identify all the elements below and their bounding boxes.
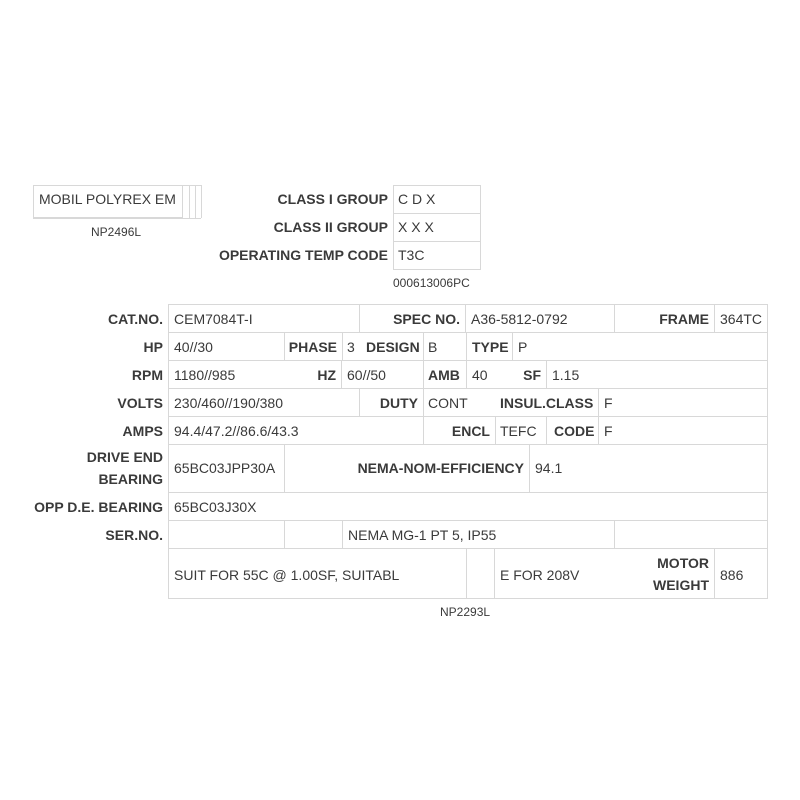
col-divider: [423, 360, 424, 388]
col-divider: [466, 360, 467, 388]
temp-code-value: T3C: [398, 247, 425, 263]
col-divider: [342, 332, 343, 360]
phase-label: PHASE: [288, 339, 337, 355]
class1-label: CLASS I GROUP: [277, 191, 388, 207]
spec-no-label: SPEC NO.: [393, 311, 460, 327]
row-divider: [168, 444, 768, 445]
drive-end-bearing-value: 65BC03JPP30A: [174, 460, 276, 476]
hp-value: 40//30: [174, 339, 213, 355]
rpm-value: 1180//985: [174, 367, 236, 383]
hz-label: HZ: [317, 367, 336, 383]
lubricant-value: MOBIL POLYREX EM: [39, 191, 176, 207]
cat-no-label: CAT.NO.: [108, 311, 163, 327]
design-label: DESIGN: [366, 339, 420, 355]
plate-divider: [183, 185, 201, 186]
nameplate-part-number: NP2293L: [440, 605, 491, 619]
type-label: TYPE: [472, 339, 509, 355]
plate-divider: [393, 241, 481, 242]
volts-value: 230/460//190/380: [174, 395, 283, 411]
col-divider: [494, 548, 495, 599]
col-divider: [423, 388, 424, 416]
plate-divider: [189, 185, 190, 218]
col-divider: [714, 304, 715, 332]
col-divider: [529, 444, 530, 492]
col-divider: [614, 304, 615, 332]
voltage-suitability-text: E FOR 208V: [500, 567, 580, 583]
suitability-text: SUIT FOR 55C @ 1.00SF, SUITABL: [174, 567, 400, 583]
class1-value: C D X: [398, 191, 436, 207]
col-divider: [495, 416, 496, 444]
duty-label: DUTY: [379, 395, 418, 411]
col-divider: [284, 444, 285, 492]
frame-label: FRAME: [659, 311, 709, 327]
row-divider: [168, 388, 768, 389]
col-divider: [359, 304, 360, 332]
insul-class-value: F: [604, 395, 613, 411]
sf-label: SF: [523, 367, 541, 383]
amb-value: 40: [472, 367, 488, 383]
row-divider: [168, 332, 768, 333]
phase-value: 3: [347, 339, 355, 355]
col-divider: [466, 332, 467, 360]
col-divider: [466, 548, 467, 599]
col-divider: [465, 304, 466, 332]
col-divider: [512, 332, 513, 360]
hazard-part-number: 000613006PC: [393, 276, 470, 290]
lubricant-part-number: NP2496L: [91, 225, 142, 239]
row-divider: [168, 492, 768, 493]
design-value: B: [428, 339, 438, 355]
col-divider: [598, 416, 599, 444]
rpm-label: RPM: [131, 367, 163, 383]
nema-efficiency-value: 94.1: [535, 460, 563, 476]
motor-weight-label-line1: MOTOR: [657, 555, 709, 571]
class2-value: X X X: [398, 219, 434, 235]
sf-value: 1.15: [552, 367, 580, 383]
row-divider: [168, 416, 768, 417]
opp-de-bearing-value: 65BC03J30X: [174, 499, 257, 515]
nema-efficiency-label: NEMA-NOM-EFFICIENCY: [357, 460, 524, 476]
code-value: F: [604, 423, 613, 439]
plate-divider: [393, 213, 481, 214]
hp-label: HP: [143, 339, 163, 355]
encl-value: TEFC: [500, 423, 537, 439]
hz-value: 60//50: [347, 367, 386, 383]
nema-mg1-note: NEMA MG-1 PT 5, IP55: [348, 527, 497, 543]
duty-value: CONT: [428, 395, 468, 411]
motor-weight-value: 886: [720, 567, 744, 583]
amps-value: 94.4/47.2//86.6/43.3: [174, 423, 299, 439]
col-divider: [546, 360, 547, 388]
serial-no-label: SER.NO.: [105, 527, 163, 543]
col-divider: [423, 332, 424, 360]
col-divider: [423, 416, 424, 444]
cat-no-value: CEM7084T-I: [174, 311, 253, 327]
col-divider: [341, 360, 342, 388]
plate-divider: [33, 218, 201, 219]
row-divider: [168, 520, 768, 521]
temp-code-label: OPERATING TEMP CODE: [218, 247, 388, 263]
drive-end-bearing-label-line1: DRIVE END: [86, 449, 163, 465]
class2-label: CLASS II GROUP: [273, 219, 388, 235]
col-divider: [546, 416, 547, 444]
code-label: CODE: [554, 423, 595, 439]
col-divider: [359, 388, 360, 416]
col-divider: [342, 520, 343, 548]
encl-label: ENCL: [451, 423, 490, 439]
row-divider: [168, 548, 768, 549]
opp-de-bearing-label: OPP D.E. BEARING: [34, 499, 163, 515]
col-divider: [614, 520, 615, 548]
row-divider: [168, 360, 768, 361]
type-value: P: [518, 339, 528, 355]
plate-divider: [195, 185, 196, 218]
col-divider: [714, 548, 715, 599]
col-divider: [598, 388, 599, 416]
drive-end-bearing-label-line2: BEARING: [98, 471, 163, 487]
col-divider: [284, 520, 285, 548]
volts-label: VOLTS: [117, 395, 163, 411]
amb-label: AMB: [428, 367, 460, 383]
spec-no-value: A36-5812-0792: [471, 311, 568, 327]
col-divider: [284, 332, 285, 360]
motor-weight-label-line2: WEIGHT: [653, 577, 709, 593]
frame-value: 364TC: [720, 311, 763, 327]
insul-class-label: INSUL.CLASS: [500, 395, 594, 411]
amps-label: AMPS: [122, 423, 163, 439]
